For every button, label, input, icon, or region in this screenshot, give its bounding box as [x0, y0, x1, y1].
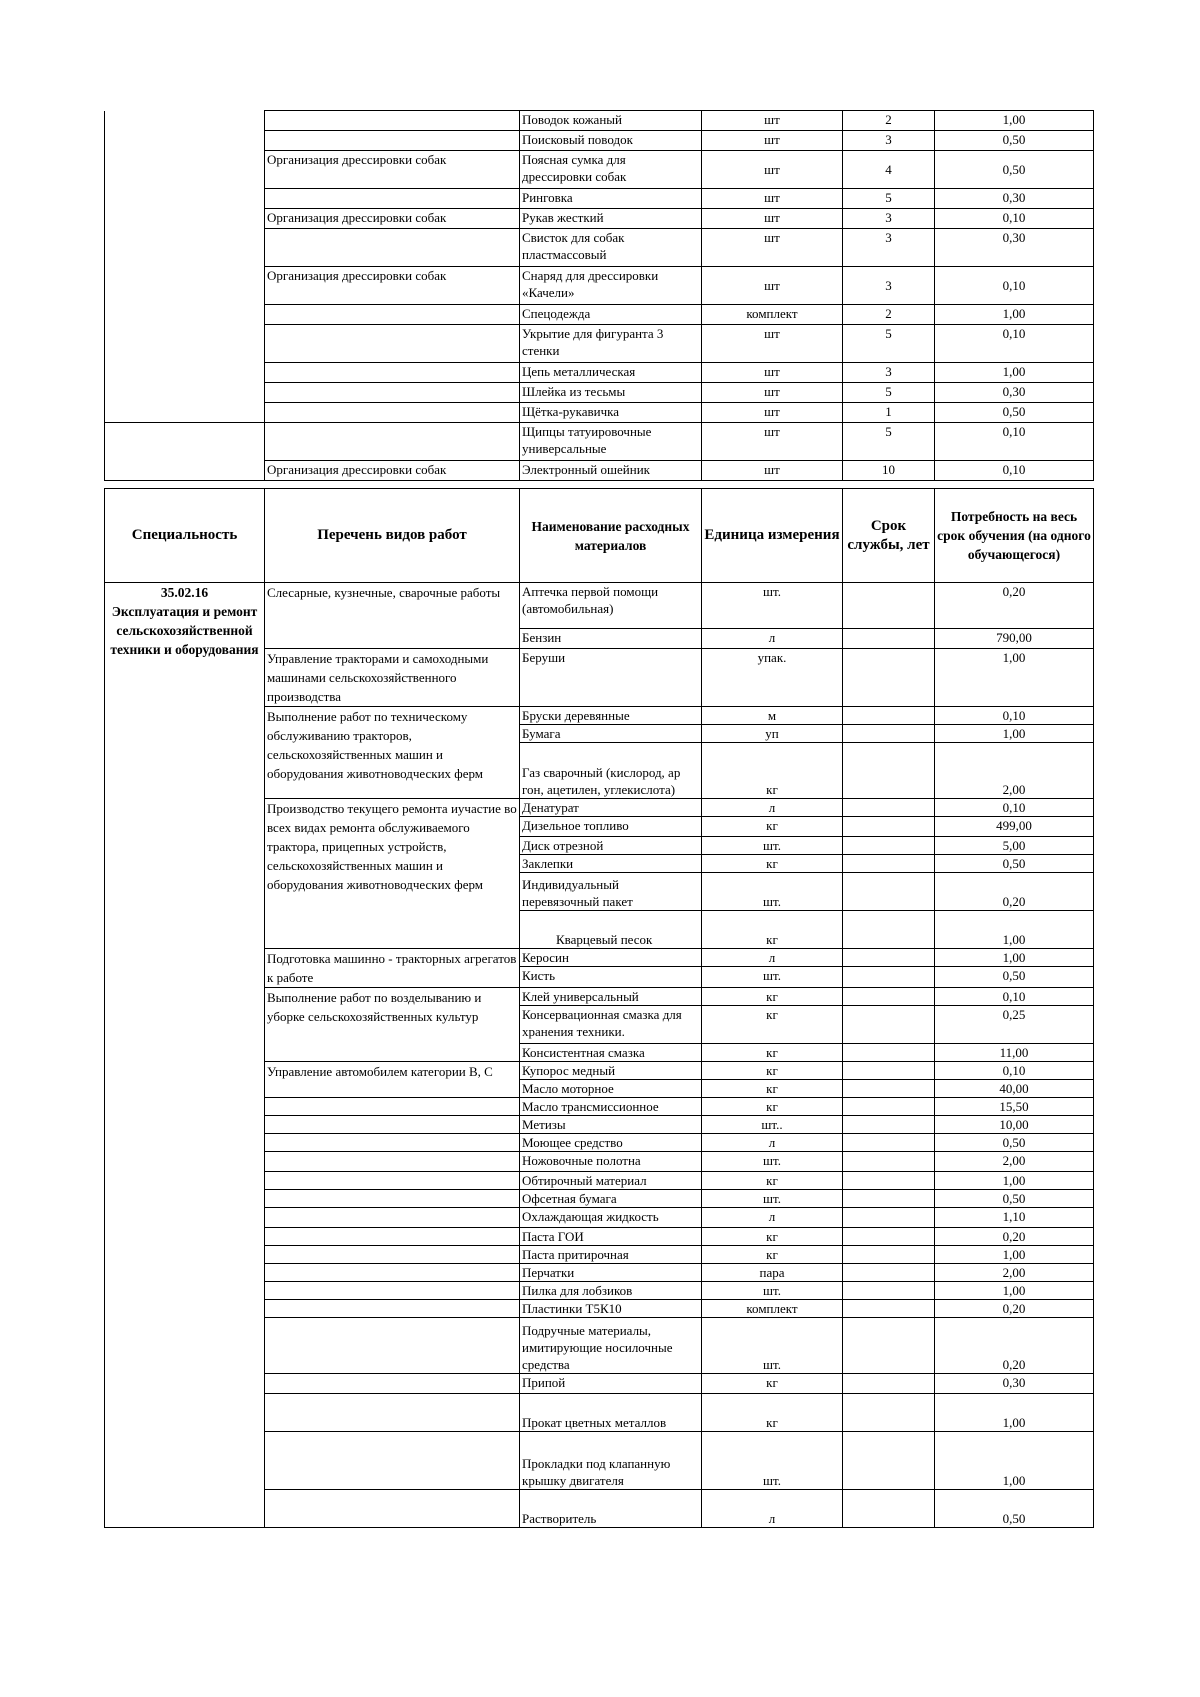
- specialty-cell: [105, 305, 265, 325]
- materials-table: [104, 488, 1094, 1528]
- unit-cell: шт: [702, 189, 843, 209]
- material-name-cell: Подручные материалы, имитирующие носилочные средства: [520, 1318, 702, 1374]
- table-row: [105, 583, 1094, 629]
- table-row: [105, 403, 1094, 423]
- work-type-cell: [265, 1246, 520, 1264]
- work-type-cell: [265, 325, 520, 363]
- material-name-cell: Бумага: [520, 725, 702, 743]
- work-type-cell: [265, 1300, 520, 1318]
- material-name-cell: Укрытие для фигуранта 3 стенки: [520, 325, 702, 363]
- specialty-name: Эксплуатация и ремонт сельскохозяйственной техники и оборудования: [110, 604, 259, 657]
- material-name-cell: Беруши: [520, 649, 702, 707]
- unit-cell: л: [702, 949, 843, 967]
- work-type-cell: [265, 1134, 520, 1152]
- unit-cell: кг: [702, 1006, 843, 1044]
- need-cell: 0,10: [935, 209, 1094, 229]
- work-type-cell: [265, 1318, 520, 1374]
- service-life-cell: [843, 1432, 935, 1490]
- service-life-cell: [843, 817, 935, 837]
- unit-cell: шт: [702, 111, 843, 131]
- need-cell: 0,50: [935, 1134, 1094, 1152]
- service-life-cell: [843, 1116, 935, 1134]
- work-type-cell: [265, 1098, 520, 1116]
- need-cell: 0,30: [935, 1374, 1094, 1394]
- header-need: Потребность на весь срок обучения (на одного обучающегося): [935, 489, 1094, 583]
- unit-cell: комплект: [702, 1300, 843, 1318]
- specialty-cell: [105, 189, 265, 209]
- table-row: [105, 383, 1094, 403]
- table-row: [105, 325, 1094, 363]
- work-type-cell: [265, 363, 520, 383]
- need-cell: 0,10: [935, 423, 1094, 461]
- material-name-cell: Масло моторное: [520, 1080, 702, 1098]
- work-type-cell: Управление автомобилем категории B, C: [265, 1062, 520, 1098]
- material-name-cell: Прокат цветных металлов: [520, 1394, 702, 1432]
- need-cell: 2,00: [935, 1152, 1094, 1172]
- table-row: [105, 305, 1094, 325]
- material-name-cell: Кисть: [520, 967, 702, 988]
- service-life-cell: 10: [843, 461, 935, 481]
- need-cell: 0,10: [935, 325, 1094, 363]
- material-name-cell: Прокладки под клапанную крышку двигателя: [520, 1432, 702, 1490]
- work-type-cell: Организация дрессировки собак: [265, 209, 520, 229]
- unit-cell: л: [702, 1490, 843, 1528]
- need-cell: 0,20: [935, 873, 1094, 911]
- unit-cell: кг: [702, 1062, 843, 1080]
- work-type-cell: [265, 111, 520, 131]
- need-cell: 0,50: [935, 131, 1094, 151]
- header-specialty: Специальность: [105, 489, 265, 583]
- service-life-cell: 5: [843, 423, 935, 461]
- material-name-cell: Обтирочный материал: [520, 1172, 702, 1190]
- service-life-cell: [843, 1172, 935, 1190]
- material-name-cell: Диск отрезной: [520, 837, 702, 855]
- need-cell: 0,50: [935, 151, 1094, 189]
- need-cell: 0,50: [935, 1490, 1094, 1528]
- unit-cell: шт.: [702, 1318, 843, 1374]
- need-cell: 2,00: [935, 1264, 1094, 1282]
- service-life-cell: 1: [843, 403, 935, 423]
- work-type-cell: Выполнение работ по возделыванию и уборке сельскохозяйственных культур: [265, 988, 520, 1062]
- work-type-cell: Организация дрессировки собак: [265, 461, 520, 481]
- continuation-table: [104, 110, 1094, 481]
- service-life-cell: 3: [843, 229, 935, 267]
- unit-cell: кг: [702, 1080, 843, 1098]
- work-type-cell: Организация дрессировки собак: [265, 151, 520, 189]
- specialty-cell: [105, 461, 265, 481]
- table-row: [105, 229, 1094, 267]
- service-life-cell: [843, 988, 935, 1006]
- unit-cell: шт: [702, 151, 843, 189]
- unit-cell: л: [702, 1208, 843, 1228]
- material-name-cell: Заклепки: [520, 855, 702, 873]
- unit-cell: шт.: [702, 583, 843, 629]
- service-life-cell: 3: [843, 267, 935, 305]
- unit-cell: шт..: [702, 1116, 843, 1134]
- table-row: [105, 363, 1094, 383]
- material-name-cell: Паста ГОИ: [520, 1228, 702, 1246]
- service-life-cell: 2: [843, 111, 935, 131]
- unit-cell: шт: [702, 209, 843, 229]
- material-name-cell: Ринговка: [520, 189, 702, 209]
- service-life-cell: [843, 911, 935, 949]
- service-life-cell: [843, 1264, 935, 1282]
- unit-cell: л: [702, 629, 843, 649]
- unit-cell: шт.: [702, 837, 843, 855]
- service-life-cell: [843, 1062, 935, 1080]
- unit-cell: шт: [702, 267, 843, 305]
- unit-cell: комплект: [702, 305, 843, 325]
- table-row: [105, 209, 1094, 229]
- work-type-cell: [265, 1432, 520, 1490]
- material-name-cell: Индивидуальный перевязочный пакет: [520, 873, 702, 911]
- unit-cell: м: [702, 707, 843, 725]
- need-cell: 0,50: [935, 967, 1094, 988]
- material-name-cell: Дизельное топливо: [520, 817, 702, 837]
- need-cell: 0,20: [935, 1318, 1094, 1374]
- need-cell: 5,00: [935, 837, 1094, 855]
- work-type-cell: [265, 423, 520, 461]
- service-life-cell: [843, 583, 935, 629]
- work-type-cell: [265, 403, 520, 423]
- service-life-cell: [843, 1208, 935, 1228]
- material-name-cell: Ножовочные полотна: [520, 1152, 702, 1172]
- table-row: [105, 111, 1094, 131]
- materials-table-body: [105, 583, 1094, 1528]
- material-name-cell: Растворитель: [520, 1490, 702, 1528]
- service-life-cell: [843, 707, 935, 725]
- need-cell: 1,00: [935, 1172, 1094, 1190]
- specialty-code: 35.02.16: [160, 585, 209, 600]
- need-cell: 0,25: [935, 1006, 1094, 1044]
- service-life-cell: 5: [843, 189, 935, 209]
- table-row: [105, 461, 1094, 481]
- service-life-cell: 5: [843, 383, 935, 403]
- service-life-cell: [843, 1374, 935, 1394]
- table-row: [105, 267, 1094, 305]
- work-type-cell: Организация дрессировки собак: [265, 267, 520, 305]
- specialty-cell: [105, 383, 265, 403]
- specialty-cell: [105, 111, 265, 131]
- work-type-cell: Подготовка машинно - тракторных агрегатов к работе: [265, 949, 520, 988]
- unit-cell: шт.: [702, 1432, 843, 1490]
- material-name-cell: Шлейка из тесьмы: [520, 383, 702, 403]
- need-cell: 0,50: [935, 855, 1094, 873]
- specialty-cell: [105, 423, 265, 461]
- material-name-cell: Поясная сумка для дрессировки собак: [520, 151, 702, 189]
- unit-cell: шт.: [702, 873, 843, 911]
- material-name-cell: Бруски деревянные: [520, 707, 702, 725]
- service-life-cell: 4: [843, 151, 935, 189]
- material-name-cell: Поисковый поводок: [520, 131, 702, 151]
- service-life-cell: 3: [843, 363, 935, 383]
- service-life-cell: [843, 1190, 935, 1208]
- unit-cell: шт: [702, 423, 843, 461]
- unit-cell: л: [702, 799, 843, 817]
- work-type-cell: [265, 189, 520, 209]
- work-type-cell: [265, 305, 520, 325]
- need-cell: 0,50: [935, 1190, 1094, 1208]
- need-cell: 1,00: [935, 1432, 1094, 1490]
- need-cell: 0,10: [935, 267, 1094, 305]
- header-unit: Единица измерения: [702, 489, 843, 583]
- unit-cell: кг: [702, 1394, 843, 1432]
- unit-cell: шт: [702, 403, 843, 423]
- material-name-cell: Аптечка первой помощи (автомобильная): [520, 583, 702, 629]
- service-life-cell: 5: [843, 325, 935, 363]
- unit-cell: кг: [702, 855, 843, 873]
- service-life-cell: 3: [843, 131, 935, 151]
- work-type-cell: [265, 1374, 520, 1394]
- material-name-cell: Метизы: [520, 1116, 702, 1134]
- unit-cell: шт: [702, 363, 843, 383]
- table-header-row: [105, 489, 1094, 583]
- need-cell: 0,30: [935, 189, 1094, 209]
- material-name-cell: Купорос медный: [520, 1062, 702, 1080]
- material-name-cell: Клей универсальный: [520, 988, 702, 1006]
- service-life-cell: [843, 1152, 935, 1172]
- work-type-cell: [265, 383, 520, 403]
- need-cell: 0,20: [935, 1228, 1094, 1246]
- material-name-cell: Консистентная смазка: [520, 1044, 702, 1062]
- specialty-cell: [105, 267, 265, 305]
- need-cell: 1,00: [935, 1394, 1094, 1432]
- table-row: [105, 423, 1094, 461]
- service-life-cell: [843, 1098, 935, 1116]
- continuation-table-body: [105, 111, 1094, 481]
- need-cell: 11,00: [935, 1044, 1094, 1062]
- unit-cell: шт.: [702, 1190, 843, 1208]
- need-cell: 1,00: [935, 725, 1094, 743]
- material-name-cell: Моющее средство: [520, 1134, 702, 1152]
- unit-cell: шт: [702, 131, 843, 151]
- material-name-cell: Щётка-рукавичка: [520, 403, 702, 423]
- material-name-cell: Масло трансмиссионное: [520, 1098, 702, 1116]
- material-name-cell: Керосин: [520, 949, 702, 967]
- material-name-cell: Спецодежда: [520, 305, 702, 325]
- need-cell: 0,10: [935, 799, 1094, 817]
- need-cell: 0,10: [935, 988, 1094, 1006]
- unit-cell: шт.: [702, 1152, 843, 1172]
- header-works: Перечень видов работ: [265, 489, 520, 583]
- service-life-cell: 3: [843, 209, 935, 229]
- material-name-cell: Перчатки: [520, 1264, 702, 1282]
- material-name-cell: Рукав жесткий: [520, 209, 702, 229]
- service-life-cell: [843, 1006, 935, 1044]
- work-type-cell: [265, 1116, 520, 1134]
- work-type-cell: [265, 229, 520, 267]
- work-type-cell: Производство текущего ремонта иучастие во всех видах ремонта обслуживаемого трактора, прицепных устройств, сельскохозяйственных машин и оборудования животноводческих ферм: [265, 799, 520, 949]
- specialty-cell: [105, 131, 265, 151]
- need-cell: 0,20: [935, 1300, 1094, 1318]
- unit-cell: кг: [702, 1246, 843, 1264]
- unit-cell: упак.: [702, 649, 843, 707]
- need-cell: 1,00: [935, 111, 1094, 131]
- need-cell: 15,50: [935, 1098, 1094, 1116]
- need-cell: 10,00: [935, 1116, 1094, 1134]
- service-life-cell: [843, 967, 935, 988]
- service-life-cell: 2: [843, 305, 935, 325]
- specialty-cell: [105, 229, 265, 267]
- service-life-cell: [843, 1318, 935, 1374]
- table-row: [105, 131, 1094, 151]
- service-life-cell: [843, 1080, 935, 1098]
- work-type-cell: [265, 131, 520, 151]
- service-life-cell: [843, 1044, 935, 1062]
- need-cell: 790,00: [935, 629, 1094, 649]
- material-name-cell: Охлаждающая жидкость: [520, 1208, 702, 1228]
- service-life-cell: [843, 799, 935, 817]
- service-life-cell: [843, 743, 935, 799]
- work-type-cell: [265, 1152, 520, 1172]
- work-type-cell: Выполнение работ по техническому обслуживанию тракторов, сельскохозяйственных машин и оборудования животноводческих ферм: [265, 707, 520, 799]
- material-name-cell: Офсетная бумага: [520, 1190, 702, 1208]
- need-cell: 1,00: [935, 949, 1094, 967]
- service-life-cell: [843, 949, 935, 967]
- service-life-cell: [843, 1490, 935, 1528]
- need-cell: 40,00: [935, 1080, 1094, 1098]
- specialty-cell: [105, 151, 265, 189]
- service-life-cell: [843, 1300, 935, 1318]
- unit-cell: л: [702, 1134, 843, 1152]
- unit-cell: кг: [702, 817, 843, 837]
- service-life-cell: [843, 1134, 935, 1152]
- work-type-cell: Слесарные, кузнечные, сварочные работы: [265, 583, 520, 649]
- need-cell: 1,00: [935, 363, 1094, 383]
- material-name-cell: Кварцевый песок: [520, 911, 702, 949]
- need-cell: 1,00: [935, 1282, 1094, 1300]
- material-name-cell: Денатурат: [520, 799, 702, 817]
- service-life-cell: [843, 855, 935, 873]
- material-name-cell: Щипцы татуировочные универсальные: [520, 423, 702, 461]
- header-life: Срок службы, лет: [843, 489, 935, 583]
- need-cell: 0,50: [935, 403, 1094, 423]
- service-life-cell: [843, 837, 935, 855]
- material-name-cell: Свисток для собак пластмассовый: [520, 229, 702, 267]
- header-material: Наименование расходных материалов: [520, 489, 702, 583]
- unit-cell: уп: [702, 725, 843, 743]
- unit-cell: кг: [702, 1098, 843, 1116]
- material-name-cell: Электронный ошейник: [520, 461, 702, 481]
- unit-cell: шт: [702, 383, 843, 403]
- unit-cell: кг: [702, 1044, 843, 1062]
- material-name-cell: Бензин: [520, 629, 702, 649]
- work-type-cell: [265, 1282, 520, 1300]
- work-type-cell: [265, 1190, 520, 1208]
- specialty-cell: [105, 403, 265, 423]
- table-row: [105, 189, 1094, 209]
- material-name-cell: Паста притирочная: [520, 1246, 702, 1264]
- table-row: [105, 151, 1094, 189]
- need-cell: 0,10: [935, 461, 1094, 481]
- need-cell: 1,10: [935, 1208, 1094, 1228]
- unit-cell: кг: [702, 1374, 843, 1394]
- need-cell: 1,00: [935, 649, 1094, 707]
- material-name-cell: Консервационная смазка для хранения техники.: [520, 1006, 702, 1044]
- material-name-cell: Цепь металлическая: [520, 363, 702, 383]
- specialty-cell: [105, 209, 265, 229]
- unit-cell: шт: [702, 325, 843, 363]
- work-type-cell: Управление тракторами и самоходными машинами сельскохозяйственного производства: [265, 649, 520, 707]
- need-cell: 499,00: [935, 817, 1094, 837]
- material-name-cell: Пластинки Т5К10: [520, 1300, 702, 1318]
- service-life-cell: [843, 1282, 935, 1300]
- need-cell: 1,00: [935, 305, 1094, 325]
- service-life-cell: [843, 649, 935, 707]
- service-life-cell: [843, 1228, 935, 1246]
- need-cell: 0,10: [935, 707, 1094, 725]
- need-cell: 0,10: [935, 1062, 1094, 1080]
- unit-cell: кг: [702, 743, 843, 799]
- work-type-cell: [265, 1394, 520, 1432]
- specialty-cell: [105, 325, 265, 363]
- unit-cell: шт: [702, 229, 843, 267]
- work-type-cell: [265, 1172, 520, 1190]
- service-life-cell: [843, 1394, 935, 1432]
- unit-cell: пара: [702, 1264, 843, 1282]
- unit-cell: шт.: [702, 1282, 843, 1300]
- material-name-cell: Припой: [520, 1374, 702, 1394]
- service-life-cell: [843, 629, 935, 649]
- need-cell: 0,20: [935, 583, 1094, 629]
- material-name-cell: Пилка для лобзиков: [520, 1282, 702, 1300]
- unit-cell: кг: [702, 988, 843, 1006]
- work-type-cell: [265, 1208, 520, 1228]
- specialty-cell: [105, 583, 265, 1528]
- need-cell: 1,00: [935, 1246, 1094, 1264]
- service-life-cell: [843, 725, 935, 743]
- need-cell: 1,00: [935, 911, 1094, 949]
- material-name-cell: Снаряд для дрессировки «Качели»: [520, 267, 702, 305]
- unit-cell: кг: [702, 1228, 843, 1246]
- need-cell: 2,00: [935, 743, 1094, 799]
- service-life-cell: [843, 1246, 935, 1264]
- need-cell: 0,30: [935, 383, 1094, 403]
- unit-cell: шт: [702, 461, 843, 481]
- work-type-cell: [265, 1490, 520, 1528]
- need-cell: 0,30: [935, 229, 1094, 267]
- unit-cell: кг: [702, 911, 843, 949]
- material-name-cell: Газ сварочный (кислород, ар гон, ацетилен, углекислота): [520, 743, 702, 799]
- work-type-cell: [265, 1264, 520, 1282]
- unit-cell: шт.: [702, 967, 843, 988]
- specialty-cell: [105, 363, 265, 383]
- work-type-cell: [265, 1228, 520, 1246]
- material-name-cell: Поводок кожаный: [520, 111, 702, 131]
- service-life-cell: [843, 873, 935, 911]
- unit-cell: кг: [702, 1172, 843, 1190]
